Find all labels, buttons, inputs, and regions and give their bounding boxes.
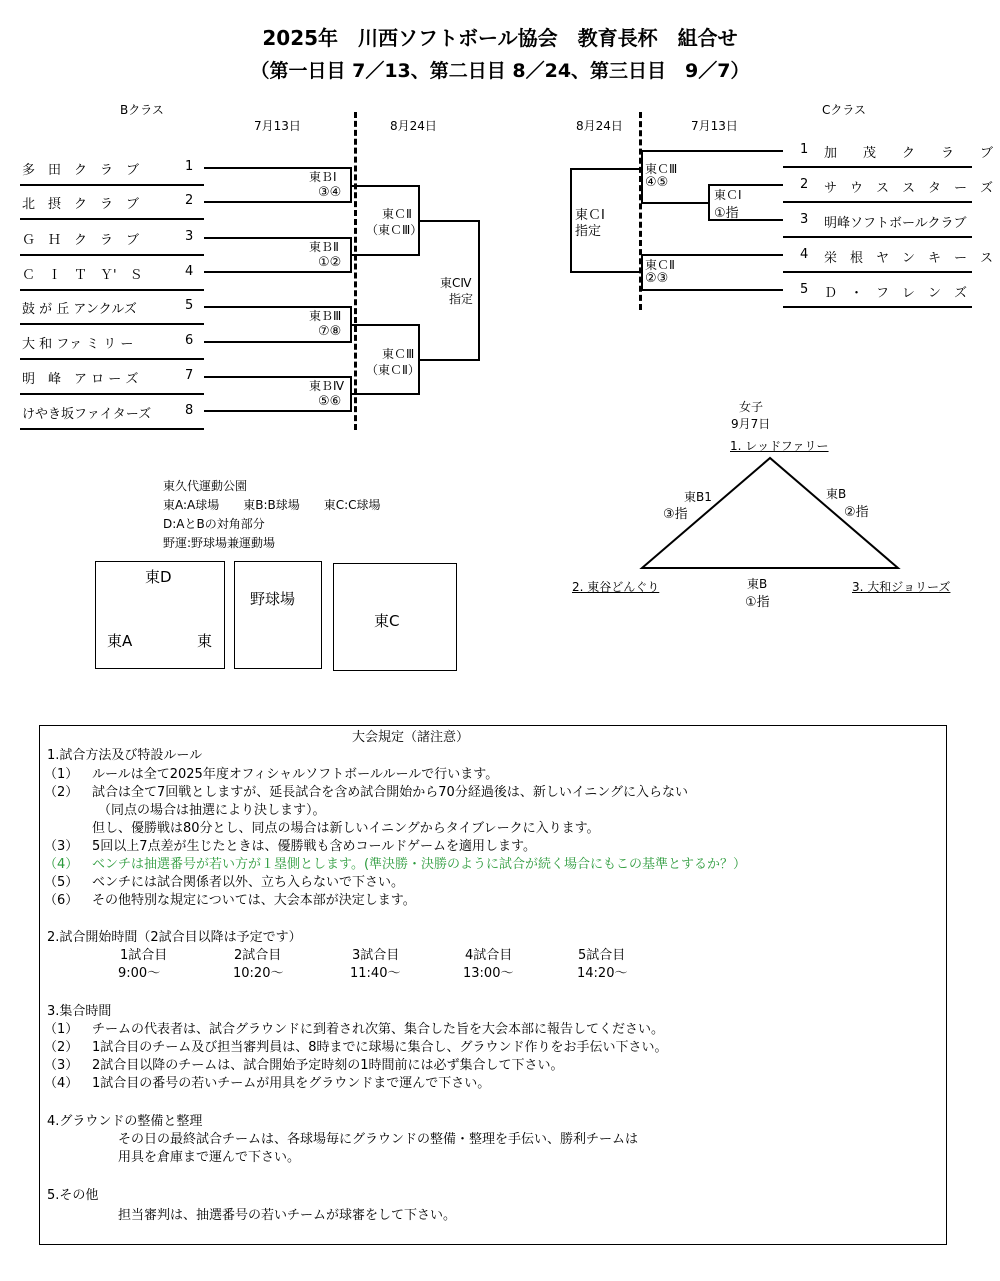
park-legend-2: D:AとBの対角部分 (163, 517, 265, 531)
b-final-line (420, 220, 480, 222)
c-team-line (783, 271, 972, 273)
women-bottom-ump: ①指 (745, 595, 770, 610)
b-final-ump: 指定 (449, 292, 474, 306)
b-team-name: 多 田 ク ラ ブ (22, 163, 140, 178)
rule-text: 1試合目の番号の若いチームが用具をグラウンドまで運んで下さい。 (92, 1076, 491, 1091)
b-team-line (20, 428, 204, 430)
rule-number: （4） (44, 1076, 79, 1091)
b-team-line (20, 289, 204, 291)
rule-text: ベンチには試合関係者以外、立ち入らないで下さい。 (92, 875, 405, 890)
c-class-label: Cクラス (822, 103, 867, 117)
b-team-no: 8 (185, 403, 194, 418)
b-date-1: 7月13日 (254, 119, 301, 133)
c-semi-top-venue: 東ＣⅢ (645, 162, 678, 176)
rule-number: （4） (44, 857, 79, 872)
b-r2-ump: （東ＣⅢ） (366, 223, 423, 237)
women-right-ump: ②指 (844, 505, 869, 520)
park-legend-3: 野運:野球場兼運動場 (163, 536, 276, 550)
c-final-line (570, 271, 641, 273)
game-time: 14:20～ (577, 966, 628, 981)
rule-text: 但し、優勝戦は80分とし、同点の場合は新しいイニングからタイブレークに入ります。 (92, 821, 600, 836)
b-team-name: 明 峰 ア ロ ー ズ (22, 372, 139, 387)
c-bracket-line (641, 289, 783, 291)
b-team-no: 5 (185, 298, 194, 313)
b-team-line (20, 184, 204, 186)
c-bracket-line (641, 202, 710, 204)
game-label: 4試合目 (465, 948, 513, 963)
field-d-label: 東D (145, 568, 172, 586)
game-time: 13:00～ (463, 966, 514, 981)
b-r1-ump: ⑤⑥ (318, 394, 342, 409)
field-b-label: 東 (197, 632, 213, 650)
rule-text: ルールは全て2025年度オフィシャルソフトボールルールで行います。 (92, 767, 499, 782)
b-r1-line (204, 271, 352, 273)
b-team-line (20, 393, 204, 395)
c-team-name: 加 茂 ク ラ ブ (824, 146, 994, 161)
rule-number: （1） (44, 1022, 79, 1037)
c-team-no: 4 (800, 247, 809, 262)
rule-number: （3） (44, 1058, 79, 1073)
c-r1-venue: 東ＣⅠ (714, 188, 742, 202)
b-day-divider (354, 112, 357, 430)
c-team-line (783, 306, 972, 308)
b-r1-line (204, 341, 352, 343)
b-r2-line (352, 393, 420, 395)
b-class-label: Bクラス (120, 103, 164, 117)
game-time: 9:00～ (118, 966, 161, 981)
rule-text: その他特別な規定については、大会本部が決定します。 (92, 893, 416, 908)
c-bracket-line (641, 150, 783, 152)
rule-text: 用具を倉庫まで運んで下さい。 (118, 1150, 301, 1165)
b-team-no: 1 (185, 159, 194, 174)
c-team-line (783, 201, 972, 203)
c-team-name: 明峰ソフトボールクラブ (824, 216, 967, 231)
c-team-no: 2 (800, 177, 809, 192)
rules-s4-title: 4.グラウンドの整備と整理 (47, 1114, 203, 1129)
women-label: 女子 (739, 400, 764, 414)
c-final-line (570, 168, 572, 273)
b-r1-line (204, 410, 352, 412)
b-r2-line (352, 185, 420, 187)
game-label: 2試合目 (234, 948, 282, 963)
b-team-line (20, 254, 204, 256)
rules-s1-title: 1.試合方法及び特設ルール (47, 748, 203, 763)
b-team-name: 鼓 が 丘 アンクルズ (22, 302, 137, 317)
field-baseball-label: 野球場 (250, 590, 296, 608)
c-semi-top-ump: ④⑤ (645, 175, 669, 190)
c-r1-ump: ①指 (714, 206, 739, 221)
c-team-no: 3 (800, 212, 809, 227)
b-r1-ump: ①② (318, 255, 342, 270)
b-team-name: 大 和 ファ ミ リ ー (22, 337, 134, 352)
b-team-no: 3 (185, 229, 194, 244)
c-team-line (783, 236, 972, 238)
rule-text-highlight: ベンチは抽選番号が若い方が１塁側とします。(準決勝・決勝のように試合が続く場合にもこの基準とするか？） (92, 857, 747, 872)
b-r1-venue: 東ＢⅡ (309, 240, 339, 254)
rule-text: その日の最終試合チームは、各球場毎にグラウンドの整備・整理を手伝い、勝利チームは (118, 1132, 639, 1147)
women-left-ump: ③指 (663, 507, 688, 522)
b-r1-line (204, 201, 352, 203)
women-bottom-venue: 東B (747, 577, 768, 591)
rule-text: 2試合目以降のチームは、試合開始予定時刻の1時間前には必ず集合して下さい。 (92, 1058, 564, 1073)
rule-text: 担当審判は、抽選番号の若いチームが球審をして下さい。 (118, 1208, 457, 1223)
game-label: 5試合目 (578, 948, 626, 963)
women-team-3: 3. 大和ジョリーズ (852, 580, 951, 594)
rule-text: 試合は全て7回戦としますが、延長試合を含め試合開始から70分経過後は、新しいイニングに入らない (92, 785, 689, 800)
c-team-line (783, 166, 972, 168)
b-r1-ump: ⑦⑧ (318, 324, 342, 339)
b-team-line (20, 358, 204, 360)
women-left-venue: 東B1 (684, 490, 712, 504)
b-r1-venue: 東ＢⅢ (309, 309, 342, 323)
b-r2-venue: 東ＣⅡ (382, 207, 412, 221)
b-r1-venue: 東ＢⅠ (309, 170, 337, 184)
b-r2-line (352, 324, 420, 326)
field-a-label: 東A (107, 632, 133, 650)
rule-number: （5） (44, 875, 79, 890)
b-r2-ump: （東ＣⅡ） (366, 363, 420, 377)
women-team-1: 1. レッドファリー (730, 439, 829, 453)
rule-text: チームの代表者は、試合グラウンドに到着され次第、集合した旨を大会本部に報告してください。 (92, 1022, 665, 1037)
b-team-name: Ｃ Ｉ Ｔ Ｙ' Ｓ (22, 268, 143, 283)
game-label: 1試合目 (120, 948, 168, 963)
c-bracket-line (641, 254, 643, 291)
c-team-no: 5 (800, 282, 809, 297)
c-final-line (570, 168, 641, 170)
b-r2-venue: 東ＣⅢ (382, 347, 415, 361)
rule-text: （同点の場合は抽選により決します）。 (98, 803, 326, 818)
rule-number: （6） (44, 893, 79, 908)
rules-s3-title: 3.集合時間 (47, 1004, 112, 1019)
park-legend-1: 東A:A球場 東B:B球場 東C:C球場 (163, 498, 381, 512)
b-final-line (420, 359, 480, 361)
c-date-2: 7月13日 (691, 119, 738, 133)
b-r1-venue: 東ＢⅣ (309, 379, 345, 393)
b-team-name: Ｇ Ｈ ク ラ ブ (22, 233, 140, 248)
b-team-line (20, 218, 204, 220)
c-semi-bottom-ump: ②③ (645, 271, 669, 286)
c-final-ump: 指定 (575, 224, 602, 239)
b-team-no: 2 (185, 193, 194, 208)
park-name: 東久代運動公園 (163, 479, 248, 493)
rule-text: 1試合目のチーム及び担当審判員は、8時までに球場に集合し、グラウンド作りをお手伝い下さい。 (92, 1040, 668, 1055)
c-team-name: Ｄ ・ フ レ ン ズ (824, 286, 968, 301)
rule-number: （3） (44, 839, 79, 854)
b-team-no: 7 (185, 368, 194, 383)
c-bracket-line (641, 150, 643, 204)
game-time: 11:40～ (350, 966, 401, 981)
c-team-no: 1 (800, 142, 809, 157)
b-team-name: 北 摂 ク ラ ブ (22, 197, 140, 212)
c-final-venue: 東ＣⅠ (575, 208, 605, 223)
rules-s2-title: 2.試合開始時間（2試合目以降は予定です） (47, 930, 302, 945)
b-r1-ump: ③④ (318, 185, 342, 200)
c-team-name: 栄 根 ヤ ン キ ー ス (824, 251, 994, 266)
rule-number: （2） (44, 1040, 79, 1055)
field-box-baseball (234, 561, 322, 669)
rules-s5-title: 5.その他 (47, 1188, 99, 1203)
c-semi-bottom-venue: 東ＣⅡ (645, 258, 675, 272)
b-team-no: 6 (185, 333, 194, 348)
field-c-label: 東C (374, 612, 400, 630)
b-team-name: けやき坂ファイターズ (22, 407, 152, 422)
rule-number: （2） (44, 785, 79, 800)
b-date-2: 8月24日 (390, 119, 437, 133)
game-label: 3試合目 (352, 948, 400, 963)
b-team-line (20, 323, 204, 325)
page-subtitle: （第一日目 7／13、第二日目 8／24、第三日目 9／7） (250, 60, 750, 82)
rule-text: 5回以上7点差が生じたときは、優勝戦も含めコールドゲームを適用します。 (92, 839, 536, 854)
rule-number: （1） (44, 767, 79, 782)
b-team-no: 4 (185, 264, 194, 279)
c-date-1: 8月24日 (576, 119, 623, 133)
b-final-line (478, 220, 480, 361)
women-team-2: 2. 東谷どんぐり (572, 580, 660, 594)
women-right-venue: 東B (826, 487, 847, 501)
b-final-venue: 東CⅣ (440, 276, 472, 290)
women-date: 9月7日 (731, 417, 771, 431)
game-time: 10:20～ (233, 966, 284, 981)
c-team-name: サ ウ ス ス タ ー ズ (824, 181, 994, 196)
b-r2-line (352, 254, 420, 256)
page-title: 2025年 川西ソフトボール協会 教育長杯 組合せ (262, 26, 738, 50)
rules-title: 大会規定（諸注意） (352, 730, 470, 745)
